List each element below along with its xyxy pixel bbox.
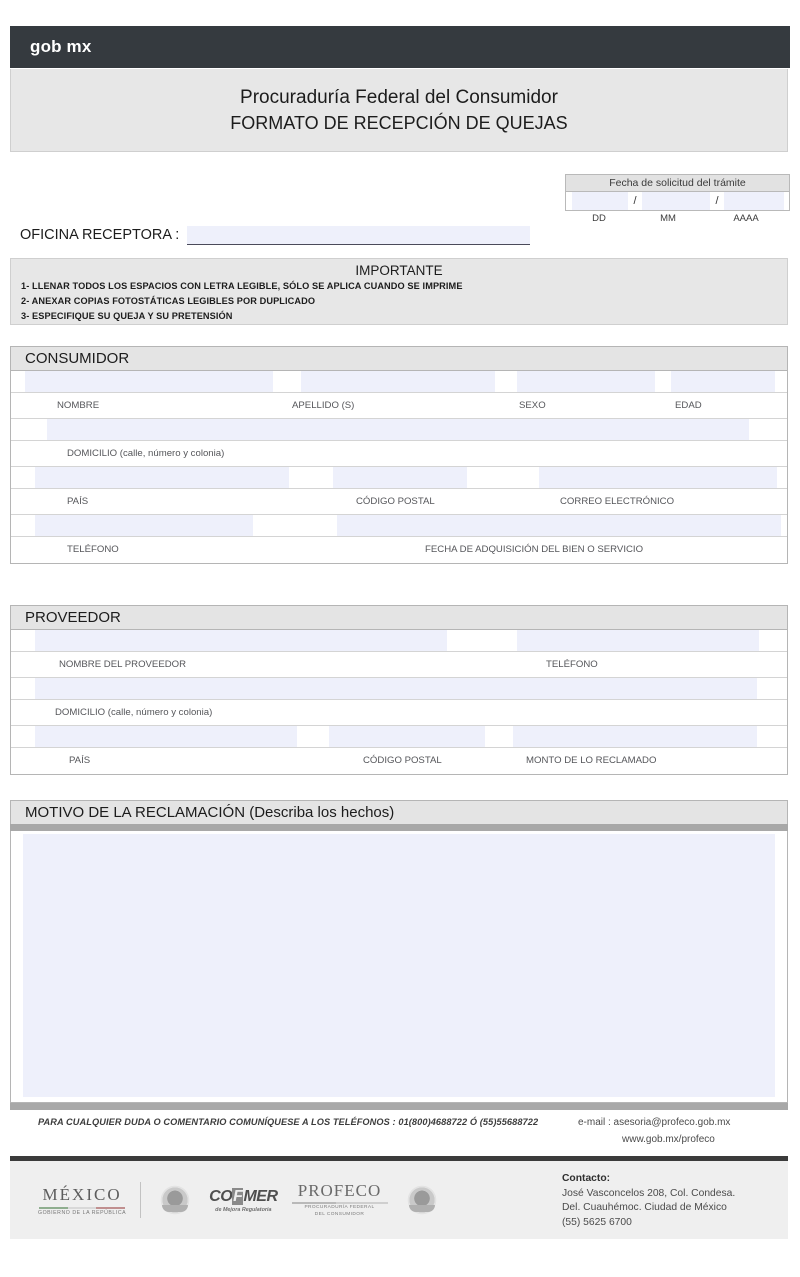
consumidor-row-3-labels	[11, 488, 787, 515]
proveedor-row-3-labels	[11, 747, 787, 774]
label-nombre: NOMBRE	[57, 400, 100, 411]
logo-divider	[140, 1182, 141, 1218]
cofemer-logo-text	[209, 1188, 277, 1206]
label-nombre-proveedor: NOMBRE DEL PROVEEDOR	[59, 659, 187, 670]
section-motivo-body	[10, 831, 788, 1103]
section-proveedor	[10, 605, 788, 775]
page-title: Procuraduría Federal del Consumidor	[240, 87, 558, 109]
page-subtitle: FORMATO DE RECEPCIÓN DE QUEJAS	[230, 112, 568, 133]
label-telefono-proveedor: TELÉFONO	[546, 659, 598, 670]
label-codigo-postal-proveedor: CÓDIGO POSTAL	[363, 755, 442, 766]
oficina-receptora-label: OFICINA RECEPTORA :	[20, 227, 180, 243]
profeco-eagle-seal-icon	[402, 1180, 442, 1220]
consumidor-correo-input[interactable]	[539, 467, 777, 488]
consumidor-apellidos-input[interactable]	[301, 371, 495, 392]
document-title-band	[10, 69, 788, 152]
fecha-label-dd: DD	[592, 213, 606, 224]
oficina-receptora-group	[20, 226, 530, 245]
proveedor-row-1-inputs	[11, 630, 787, 651]
fecha-slash-1: /	[628, 192, 642, 210]
consumidor-edad-input[interactable]	[671, 371, 775, 392]
label-sexo: SEXO	[519, 400, 546, 411]
importante-notice	[10, 258, 788, 325]
contact-address-line-2: Del. Cuauhémoc. Ciudad de México	[562, 1202, 727, 1214]
motivo-top-divider	[10, 824, 788, 831]
consumidor-row-2-inputs	[11, 419, 787, 440]
label-fecha-adquisicion: FECHA DE ADQUISICIÓN DEL BIEN O SERVICIO	[425, 544, 644, 555]
label-codigo-postal-consumidor: CÓDIGO POSTAL	[356, 496, 435, 507]
section-proveedor-title: PROVEEDOR	[11, 606, 787, 630]
footer-logos	[38, 1176, 442, 1224]
gobmx-logo-gob: gob	[30, 37, 62, 56]
profeco-logo	[292, 1181, 388, 1219]
fecha-label-mm: MM	[660, 213, 676, 224]
consumidor-row-1-labels	[11, 392, 787, 419]
proveedor-monto-input[interactable]	[513, 726, 757, 747]
label-pais-proveedor: PAÍS	[69, 755, 91, 766]
section-consumidor	[10, 346, 788, 564]
cofemer-text-a: CO	[209, 1187, 233, 1205]
consumidor-pais-input[interactable]	[35, 467, 289, 488]
cofemer-text-b: F	[233, 1187, 243, 1205]
fecha-solicitud-group	[565, 174, 790, 224]
proveedor-pais-input[interactable]	[35, 726, 297, 747]
motivo-bottom-divider	[10, 1103, 788, 1110]
consumidor-telefono-input[interactable]	[35, 515, 253, 536]
contact-address-line-1: José Vasconcelos 208, Col. Condesa.	[562, 1187, 736, 1199]
label-edad: EDAD	[675, 400, 702, 411]
proveedor-row-2-inputs	[11, 678, 787, 699]
cofemer-text-c: MER	[243, 1187, 278, 1205]
fecha-solicitud-inputs	[565, 192, 790, 211]
footer-contact-block	[562, 1172, 735, 1230]
cofemer-logo-subtitle: de Mejora Regulatoria	[215, 1206, 272, 1213]
fecha-aaaa-input[interactable]	[724, 192, 784, 210]
importante-title: IMPORTANTE	[355, 263, 443, 278]
label-apellidos: APELLIDO (S)	[292, 400, 355, 411]
footer-email: e-mail : asesoria@profeco.gob.mx	[578, 1117, 731, 1128]
motivo-textarea[interactable]	[23, 834, 775, 1097]
consumidor-row-2-labels	[11, 440, 787, 467]
consumidor-row-3-inputs	[11, 467, 787, 488]
fecha-label-aaaa: AAAA	[733, 213, 759, 224]
footer-website: www.gob.mx/profeco	[622, 1134, 715, 1145]
consumidor-row-1-inputs	[11, 371, 787, 392]
footer-phone-note: PARA CUALQUIER DUDA O COMENTARIO COMUNÍQUESE A LOS TELÉFONOS : 01(800)4688722 Ó (55)55688722	[38, 1117, 539, 1127]
mexico-logo-subtitle: GOBIERNO DE LA REPÚBLICA	[38, 1209, 127, 1216]
fecha-solicitud-label: Fecha de solicitud del trámite	[565, 174, 790, 192]
consumidor-domicilio-input[interactable]	[47, 419, 749, 440]
contact-title: Contacto:	[562, 1173, 611, 1184]
importante-item-2: 2- ANEXAR COPIAS FOTOSTÁTICAS LEGIBLES POR DUPLICADO	[21, 295, 316, 306]
section-motivo-title: MOTIVO DE LA RECLAMACIÓN (Describa los hechos)	[10, 800, 788, 824]
proveedor-row-2-labels	[11, 699, 787, 726]
oficina-receptora-input[interactable]	[187, 226, 530, 245]
importante-item-1: 1- LLENAR TODOS LOS ESPACIOS CON LETRA LEGIBLE, SÓLO SE APLICA CUANDO SE IMPRIME	[21, 281, 463, 291]
consumidor-codigo-postal-input[interactable]	[333, 467, 467, 488]
label-pais-consumidor: PAÍS	[67, 496, 89, 507]
proveedor-row-3-inputs	[11, 726, 787, 747]
mexico-flag-rule	[39, 1207, 125, 1209]
mexico-eagle-seal-icon	[155, 1180, 195, 1220]
fecha-sublabels	[565, 213, 790, 224]
fecha-dd-input[interactable]	[572, 192, 628, 210]
label-telefono-consumidor: TELÉFONO	[67, 544, 119, 555]
proveedor-nombre-input[interactable]	[35, 630, 447, 651]
proveedor-domicilio-input[interactable]	[35, 678, 757, 699]
section-consumidor-title: CONSUMIDOR	[11, 347, 787, 371]
gobmx-header-bar	[10, 26, 790, 68]
mexico-logo-text: MÉXICO	[42, 1184, 122, 1204]
label-monto-reclamado: MONTO DE LO RECLAMADO	[526, 755, 657, 766]
consumidor-row-4-inputs	[11, 515, 787, 536]
fecha-slash-2: /	[710, 192, 724, 210]
consumidor-sexo-input[interactable]	[517, 371, 655, 392]
importante-item-3: 3- ESPECIFIQUE SU QUEJA Y SU PRETENSIÓN	[21, 310, 233, 321]
label-domicilio-proveedor: DOMICILIO (calle, número y colonia)	[55, 707, 213, 718]
proveedor-row-1-labels	[11, 651, 787, 678]
mexico-gobierno-logo	[38, 1185, 126, 1216]
gobmx-logo-mx: mx	[66, 37, 92, 56]
contact-phone: (55) 5625 6700	[562, 1216, 632, 1228]
label-correo: CORREO ELECTRÓNICO	[560, 496, 675, 507]
cofemer-logo	[209, 1188, 277, 1213]
consumidor-fecha-adquisicion-input[interactable]	[337, 515, 781, 536]
profeco-logo-subtitle-2: DEL CONSUMIDOR	[314, 1212, 365, 1217]
consumidor-row-4-labels	[11, 536, 787, 563]
proveedor-codigo-postal-input[interactable]	[329, 726, 485, 747]
profeco-logo-rule	[292, 1202, 388, 1204]
profeco-logo-subtitle-1: PROCURADURÍA FEDERAL	[304, 1205, 375, 1211]
profeco-logo-text: PROFECO	[297, 1181, 382, 1201]
fecha-mm-input[interactable]	[642, 192, 710, 210]
label-domicilio-consumidor: DOMICILIO (calle, número y colonia)	[67, 448, 225, 459]
proveedor-telefono-input[interactable]	[517, 630, 759, 651]
gobmx-logo	[30, 37, 91, 57]
consumidor-nombre-input[interactable]	[25, 371, 273, 392]
